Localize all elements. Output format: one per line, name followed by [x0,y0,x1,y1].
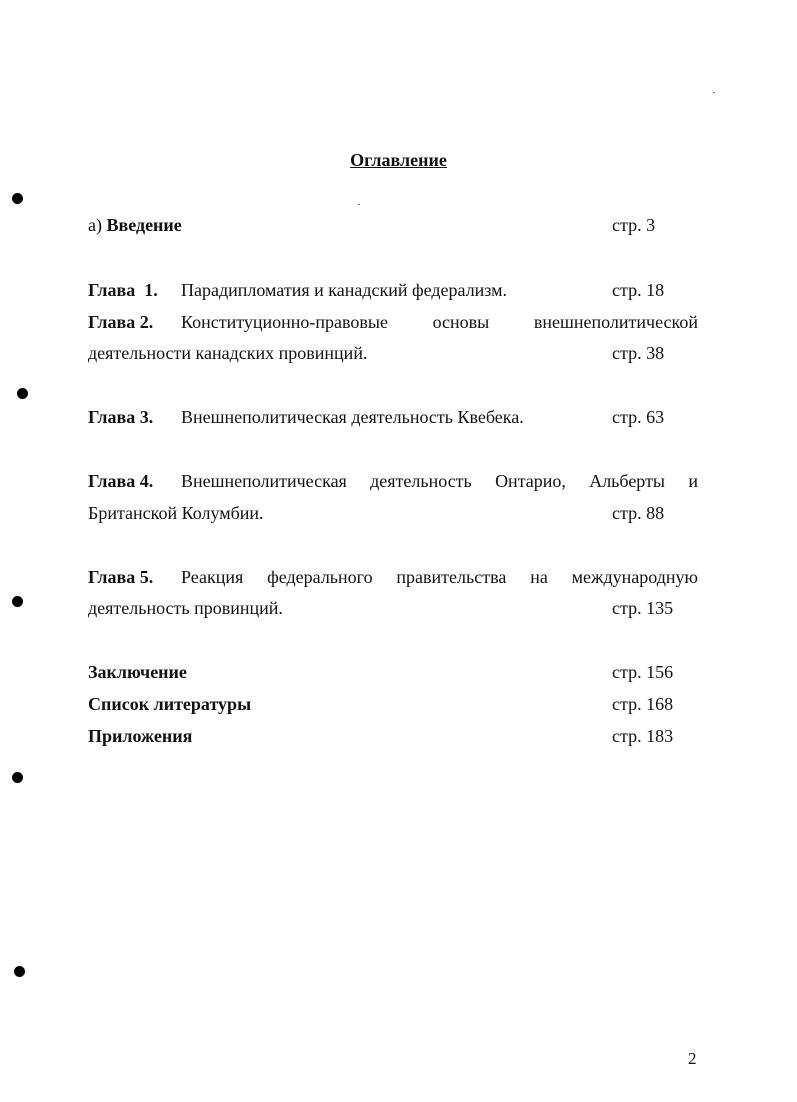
chapter-2-title-line-2: деятельности канадских провинций. [88,343,368,363]
chapter-3-label: Глава 3. [88,407,154,427]
page-number: 2 [688,1049,697,1068]
chapter-5-page: стр. 135 [612,598,674,618]
toc-entry-chapter-2 [88,310,698,334]
chapter-2-page: стр. 38 [612,343,665,363]
toc-entry-conclusion [88,660,698,684]
chapter-1-page: стр. 18 [612,280,665,300]
conclusion-page: стр. 156 [612,662,674,682]
intro-page: стр. 3 [612,215,656,235]
chapter-5-title-line-1: Реакция федерального правительства на международную [181,567,698,587]
toc-entry-chapter-3 [88,405,698,429]
chapter-1-label: Глава 1. [88,280,158,300]
toc-entry-chapter-5-cont [88,596,698,620]
chapter-2-label: Глава 2. [88,312,154,332]
bibliography-page: стр. 168 [612,694,674,714]
intro-label: Введение [106,215,182,235]
appendices-page: стр. 183 [612,726,674,746]
chapter-2-title-line-1: Конституционно-правовые основы внешнеполитической [181,312,698,332]
toc-entry-chapter-4 [88,469,698,493]
binder-hole-mark [17,388,28,399]
chapter-4-page: стр. 88 [612,503,665,523]
chapter-3-title: Внешнеполитическая деятельность Квебека. [181,407,524,427]
binder-hole-mark [14,966,25,977]
toc-entry-chapter-5 [88,565,698,589]
bibliography-label: Список литературы [88,694,252,714]
toc-entry-chapter-1 [88,278,698,302]
chapter-3-page: стр. 63 [612,407,665,427]
chapter-5-label: Глава 5. [88,567,154,587]
chapter-4-title-line-1: Внешнеполитическая деятельность Онтарио, Альберты и [181,471,698,491]
toc-entry-chapter-2-cont [88,341,698,365]
appendices-label: Приложения [88,726,193,746]
scan-speck [358,204,360,205]
chapter-1-title: Парадипломатия и канадский федерализм. [181,280,508,300]
binder-hole-mark [12,193,23,204]
toc-title: Оглавление [350,150,447,170]
toc-entry-chapter-4-cont [88,501,698,525]
toc-entry-appendices [88,724,698,748]
binder-hole-mark [12,596,23,607]
intro-prefix: а) [88,215,102,235]
chapter-5-title-line-2: деятельность провинций. [88,598,283,618]
toc-entry-intro [88,213,698,237]
chapter-4-title-line-2: Британской Колумбии. [88,503,264,523]
scan-speck [713,92,715,93]
conclusion-label: Заключение [88,662,187,682]
toc-entry-bibliography [88,692,698,716]
chapter-4-label: Глава 4. [88,471,154,491]
binder-hole-mark [12,772,23,783]
